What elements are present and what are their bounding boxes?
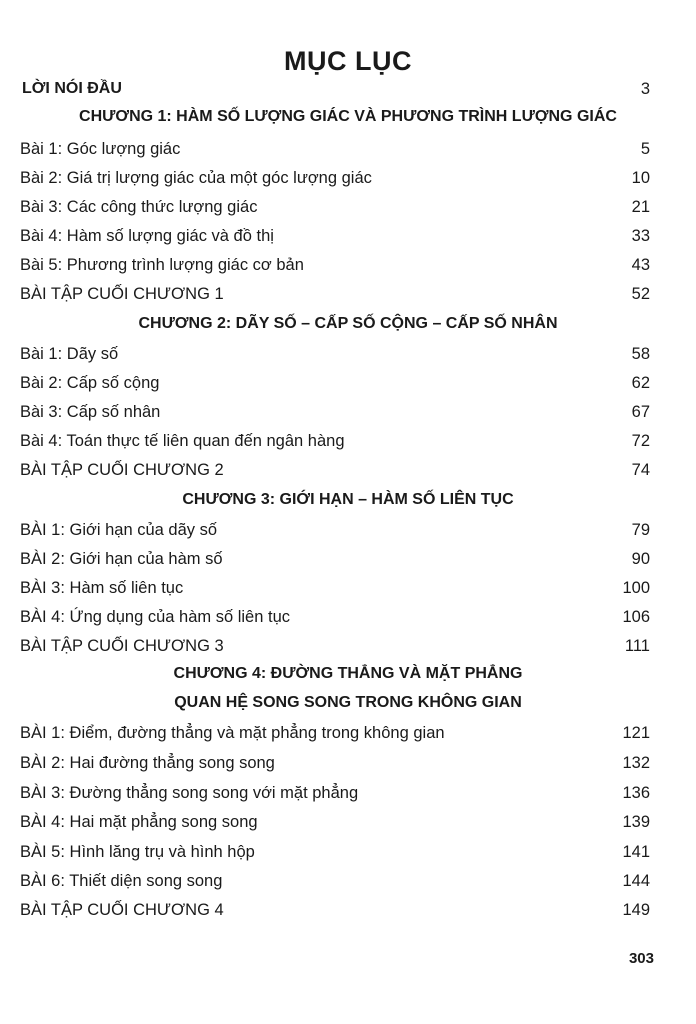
toc-entry-preface[interactable] (20, 80, 650, 106)
toc-entry[interactable] (20, 140, 650, 166)
toc-entry-page: 144 (622, 872, 650, 890)
toc-entry-label: BÀI TẬP CUỐI CHƯƠNG 1 (20, 285, 224, 303)
page-number: 303 (628, 950, 654, 967)
toc-entry[interactable] (20, 637, 650, 663)
toc-entry-page: 3 (640, 80, 650, 98)
toc-entry-label: BÀI 5: Hình lăng trụ và hình hộp (20, 843, 255, 861)
toc-entry-page: 79 (631, 521, 650, 539)
toc-entry-label: Bài 2: Giá trị lượng giác của một góc lượng giác (20, 169, 372, 187)
toc-entry-page: 62 (631, 374, 650, 392)
toc-entry[interactable] (20, 608, 650, 634)
toc-entry[interactable] (20, 813, 650, 839)
toc-entry-page: 67 (631, 403, 650, 421)
toc-entry[interactable] (20, 521, 650, 547)
toc-entry-label: Bài 5: Phương trình lượng giác cơ bản (20, 256, 304, 274)
toc-entry-label: BÀI 6: Thiết diện song song (20, 872, 223, 890)
toc-entry-page: 33 (631, 227, 650, 245)
toc-entry-label: BÀI 2: Giới hạn của hàm số (20, 550, 223, 568)
toc-entry-page: 106 (622, 608, 650, 626)
toc-entry-label: BÀI 1: Giới hạn của dãy số (20, 521, 218, 539)
toc-entry-page: 43 (631, 256, 650, 274)
toc-entry-page: 74 (631, 461, 650, 479)
toc-entry-page: 149 (622, 901, 650, 919)
toc-entry-label: BÀI TẬP CUỐI CHƯƠNG 2 (20, 461, 224, 479)
toc-entry-page: 21 (631, 198, 650, 216)
toc-entry-label: BÀI 2: Hai đường thẳng song song (20, 754, 275, 772)
toc-entry-page: 139 (622, 813, 650, 831)
chapter-1-heading: CHƯƠNG 1: HÀM SỐ LƯỢNG GIÁC VÀ PHƯƠNG TRÌNH LƯỢNG GIÁC (79, 108, 617, 125)
toc-entry-label: BÀI TẬP CUỐI CHƯƠNG 4 (20, 901, 224, 919)
toc-entry-page: 5 (640, 140, 650, 158)
toc-entry-label: Bài 4: Toán thực tế liên quan đến ngân hàng (20, 432, 345, 450)
toc-entry-label: BÀI 3: Đường thẳng song song với mặt phẳng (20, 784, 359, 802)
toc-entry[interactable] (20, 843, 650, 869)
toc-entry-label: BÀI TẬP CUỐI CHƯƠNG 3 (20, 637, 224, 655)
toc-entry[interactable] (20, 754, 650, 780)
toc-entry-label: Bài 2: Cấp số cộng (20, 374, 160, 392)
toc-entry-label: BÀI 4: Ứng dụng của hàm số liên tục (20, 608, 291, 626)
toc-entry-page: 52 (631, 285, 650, 303)
toc-entry[interactable] (20, 724, 650, 750)
toc-entry[interactable] (20, 784, 650, 810)
toc-entry-label: BÀI 3: Hàm số liên tục (20, 579, 184, 597)
toc-entry-page: 90 (631, 550, 650, 568)
toc-entry-page: 121 (622, 724, 650, 742)
toc-entry-page: 111 (624, 637, 650, 655)
toc-entry-label: BÀI 1: Điểm, đường thẳng và mặt phẳng trong không gian (20, 724, 445, 742)
toc-entry-page: 141 (622, 843, 650, 861)
toc-entry-page: 72 (631, 432, 650, 450)
toc-entry-page: 58 (631, 345, 650, 363)
toc-entry[interactable] (20, 374, 650, 400)
toc-entry[interactable] (20, 579, 650, 605)
toc-entry-page: 132 (622, 754, 650, 772)
chapter-4-heading: CHƯƠNG 4: ĐƯỜNG THẲNG VÀ MẶT PHẲNG (173, 665, 523, 682)
toc-entry-label: LỜI NÓI ĐẦU (22, 80, 122, 97)
toc-entry[interactable] (20, 256, 650, 282)
toc-entry[interactable] (20, 227, 650, 253)
page-title: MỤC LỤC (284, 46, 412, 76)
toc-entry-page: 10 (631, 169, 650, 187)
toc-entry-label: BÀI 4: Hai mặt phẳng song song (20, 813, 258, 831)
toc-entry[interactable] (20, 403, 650, 429)
toc-entry-label: Bài 3: Cấp số nhân (20, 403, 161, 421)
toc-entry-label: Bài 4: Hàm số lượng giác và đồ thị (20, 227, 274, 245)
toc-entry-page: 100 (622, 579, 650, 597)
toc-entry-label: Bài 1: Dãy số (20, 345, 119, 363)
toc-entry[interactable] (20, 461, 650, 487)
toc-entry[interactable] (20, 550, 650, 576)
toc-entry[interactable] (20, 872, 650, 898)
chapter-4-subheading: QUAN HỆ SONG SONG TRONG KHÔNG GIAN (174, 694, 522, 711)
toc-entry-page: 136 (622, 784, 650, 802)
toc-entry[interactable] (20, 345, 650, 371)
toc-entry[interactable] (20, 432, 650, 458)
toc-entry-label: Bài 1: Góc lượng giác (20, 140, 181, 158)
chapter-2-heading: CHƯƠNG 2: DÃY SỐ – CẤP SỐ CỘNG – CẤP SỐ NHÂN (138, 315, 558, 332)
toc-entry-label: Bài 3: Các công thức lượng giác (20, 198, 258, 216)
toc-entry[interactable] (20, 901, 650, 927)
chapter-3-heading: CHƯƠNG 3: GIỚI HẠN – HÀM SỐ LIÊN TỤC (182, 491, 514, 508)
toc-entry[interactable] (20, 285, 650, 311)
toc-entry[interactable] (20, 169, 650, 195)
toc-entry[interactable] (20, 198, 650, 224)
